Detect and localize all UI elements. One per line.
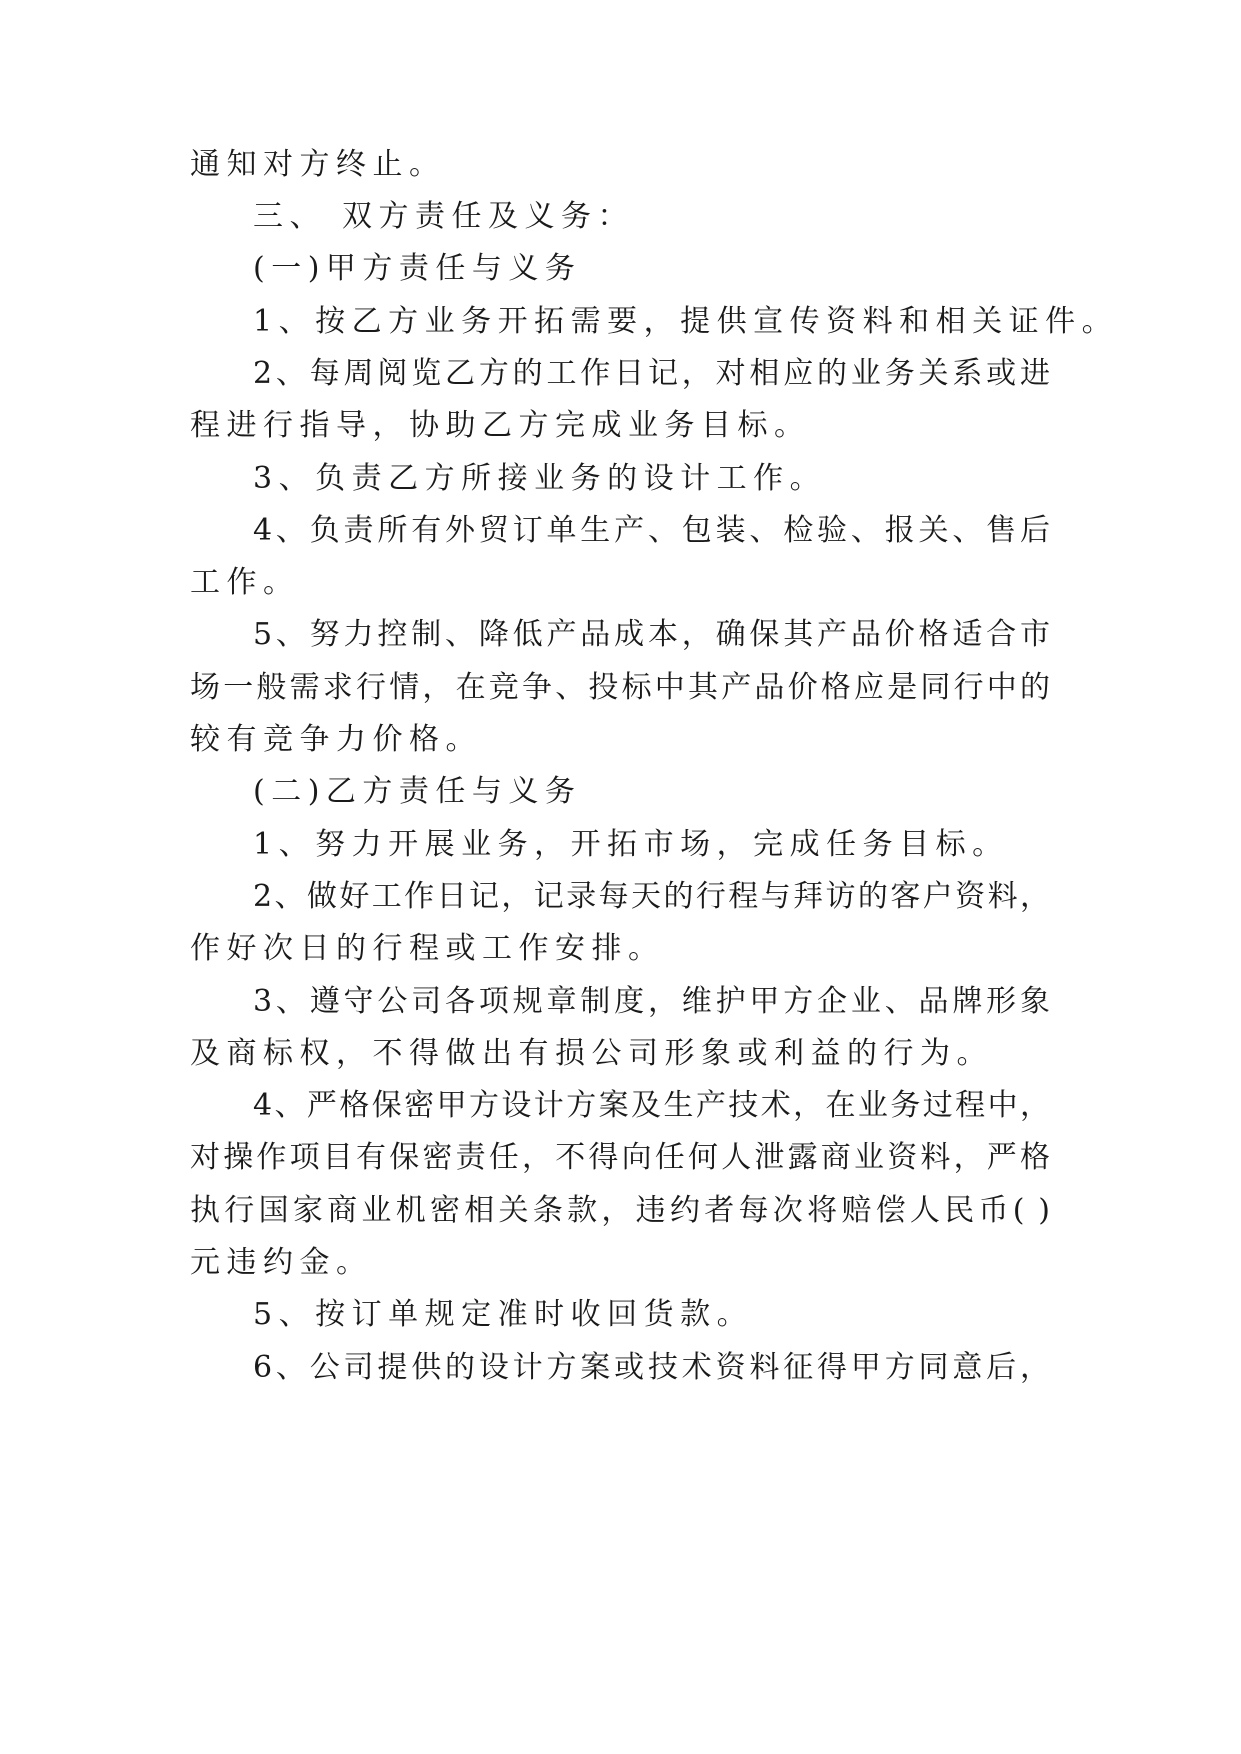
- text-line: 2、每周阅览乙方的工作日记，对相应的业务关系或进: [253, 356, 1050, 391]
- text-line: 对操作项目有保密责任，不得向任何人泄露商业资料，严格: [190, 1140, 1050, 1175]
- text-line: 4、严格保密甲方设计方案及生产技术，在业务过程中，: [253, 1088, 1050, 1123]
- text-line: 3、负责乙方所接业务的设计工作。: [253, 461, 827, 496]
- text-line: 元违约金。: [190, 1245, 373, 1280]
- subsection-heading: (一)甲方责任与义务: [253, 251, 582, 286]
- text-line: 程进行指导，协助乙方完成业务目标。: [190, 408, 811, 443]
- text-line: 通知对方终止。: [190, 147, 446, 182]
- text-line: 及商标权，不得做出有损公司形象或利益的行为。: [190, 1036, 993, 1071]
- subsection-heading: (二)乙方责任与义务: [253, 774, 582, 809]
- text-line: 场一般需求行情，在竞争、投标中其产品价格应是同行中的: [190, 670, 1050, 705]
- text-line: 3、遵守公司各项规章制度，维护甲方企业、品牌形象: [253, 984, 1050, 1019]
- section-heading: 三、 双方责任及义务：: [253, 199, 635, 234]
- text-line: 5、按订单规定准时收回货款。: [253, 1297, 754, 1332]
- text-line: 执行国家商业机密相关条款，违约者每次将赔偿人民币( ): [190, 1193, 1050, 1228]
- text-line: 6、公司提供的设计方案或技术资料征得甲方同意后，: [253, 1350, 1050, 1385]
- text-line: 5、努力控制、降低产品成本，确保其产品价格适合市: [253, 617, 1050, 652]
- text-line: 工作。: [190, 565, 300, 600]
- text-line: 较有竞争力价格。: [190, 722, 482, 757]
- text-line: 作好次日的行程或工作安排。: [190, 931, 665, 966]
- text-line: 1、努力开展业务，开拓市场，完成任务目标。: [253, 827, 1009, 862]
- text-line: 1、按乙方业务开拓需要，提供宣传资料和相关证件。: [253, 304, 1119, 339]
- text-line: 2、做好工作日记，记录每天的行程与拜访的客户资料，: [253, 879, 1050, 914]
- text-line: 4、负责所有外贸订单生产、包装、检验、报关、售后: [253, 513, 1050, 548]
